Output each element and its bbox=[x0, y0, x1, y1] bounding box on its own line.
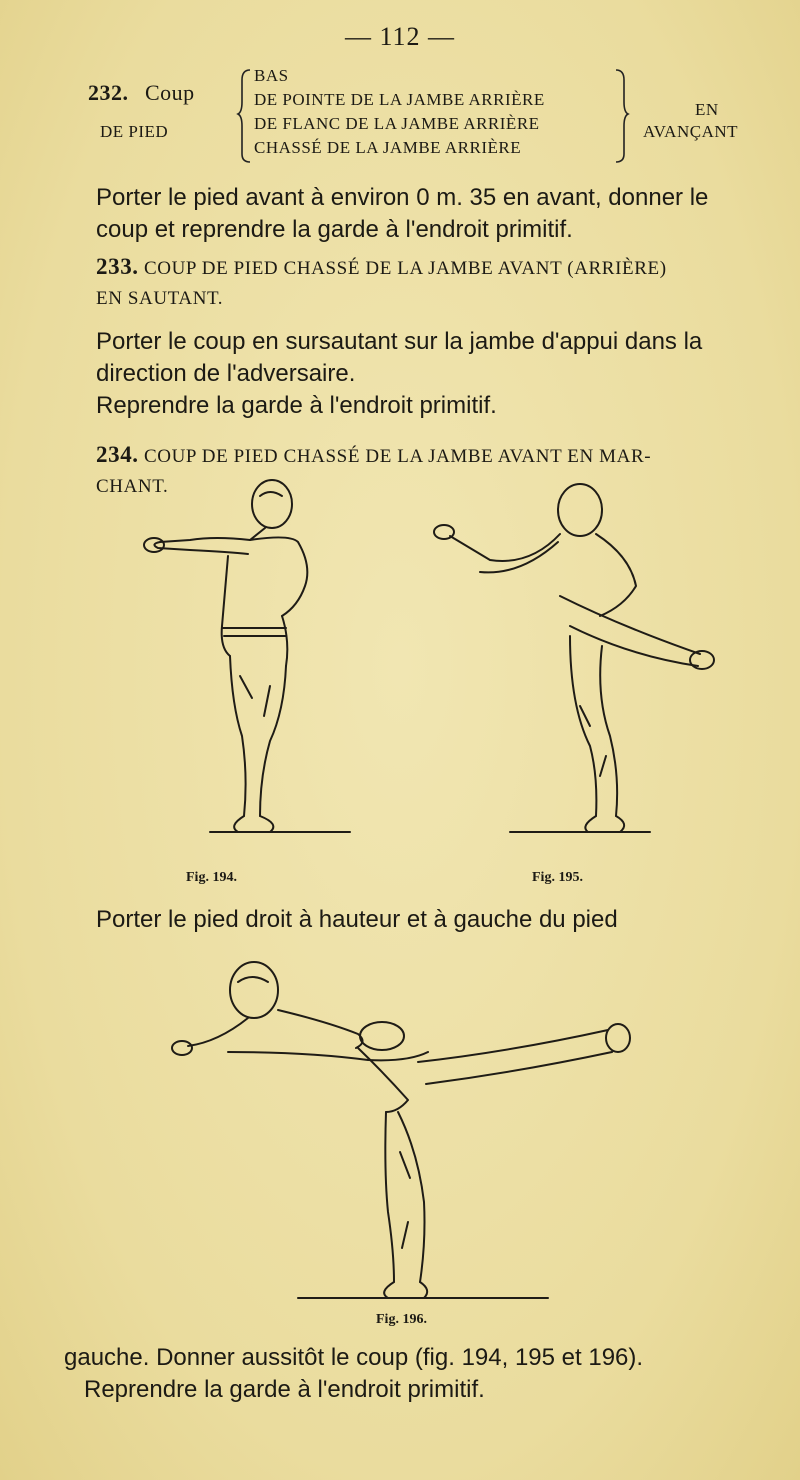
section-number-232: 232. bbox=[88, 80, 129, 105]
figure-196-caption: Fig. 196. bbox=[376, 1312, 427, 1327]
section-232-header bbox=[0, 66, 800, 178]
section-233-text2: Reprendre la garde à l'endroit primitif. bbox=[96, 392, 497, 419]
figure-195-caption: Fig. 195. bbox=[532, 870, 583, 885]
section-232-en: EN bbox=[695, 100, 719, 119]
section-number-233: 233. bbox=[96, 254, 139, 279]
section-234-text3: Reprendre la garde à l'endroit primitif. bbox=[84, 1376, 485, 1403]
right-brace bbox=[612, 66, 632, 166]
section-233-heading bbox=[96, 252, 746, 314]
option-flanc: DE FLANC DE LA JAMBE ARRIÈRE bbox=[254, 114, 540, 133]
figure-196-illustration bbox=[168, 952, 648, 1302]
figure-194-illustration bbox=[120, 476, 370, 856]
figure-194-caption: Fig. 194. bbox=[186, 870, 237, 885]
option-pointe: DE POINTE DE LA JAMBE ARRIÈRE bbox=[254, 90, 545, 109]
section-232-avancant: AVANÇANT bbox=[643, 122, 739, 141]
section-234-text2: gauche. Donner aussitôt le coup (fig. 194, 195 et 196). bbox=[64, 1344, 644, 1371]
page-number: — 112 — bbox=[344, 22, 456, 51]
section-232-de-pied: DE PIED bbox=[100, 122, 169, 141]
section-234-title-line1: COUP DE PIED CHASSÉ DE LA JAMBE AVANT EN MAR- bbox=[144, 446, 652, 467]
section-233-title-line1: COUP DE PIED CHASSÉ DE LA JAMBE AVANT (ARRIÈRE) bbox=[144, 258, 667, 279]
section-234-text1: Porter le pied droit à hauteur et à gauche du pied bbox=[96, 906, 618, 933]
option-chasse: CHASSÉ DE LA JAMBE ARRIÈRE bbox=[254, 138, 522, 157]
figure-195-illustration bbox=[420, 476, 720, 856]
section-232-coup: Coup bbox=[145, 80, 195, 105]
section-number-234: 234. bbox=[96, 442, 139, 467]
left-brace bbox=[236, 66, 256, 166]
section-233-text1: Porter le coup en sursautant sur la jambe d'appui dans la direction de l'adversaire. bbox=[96, 328, 703, 387]
section-232-text: Porter le pied avant à environ 0 m. 35 en avant, donner le coup et reprendre la garde à l'endroit primitif. bbox=[96, 184, 709, 243]
section-233-title-line2: EN SAUTANT. bbox=[96, 288, 224, 309]
option-bas: BAS bbox=[254, 66, 289, 85]
section-234-title-line2: CHANT. bbox=[96, 476, 169, 497]
